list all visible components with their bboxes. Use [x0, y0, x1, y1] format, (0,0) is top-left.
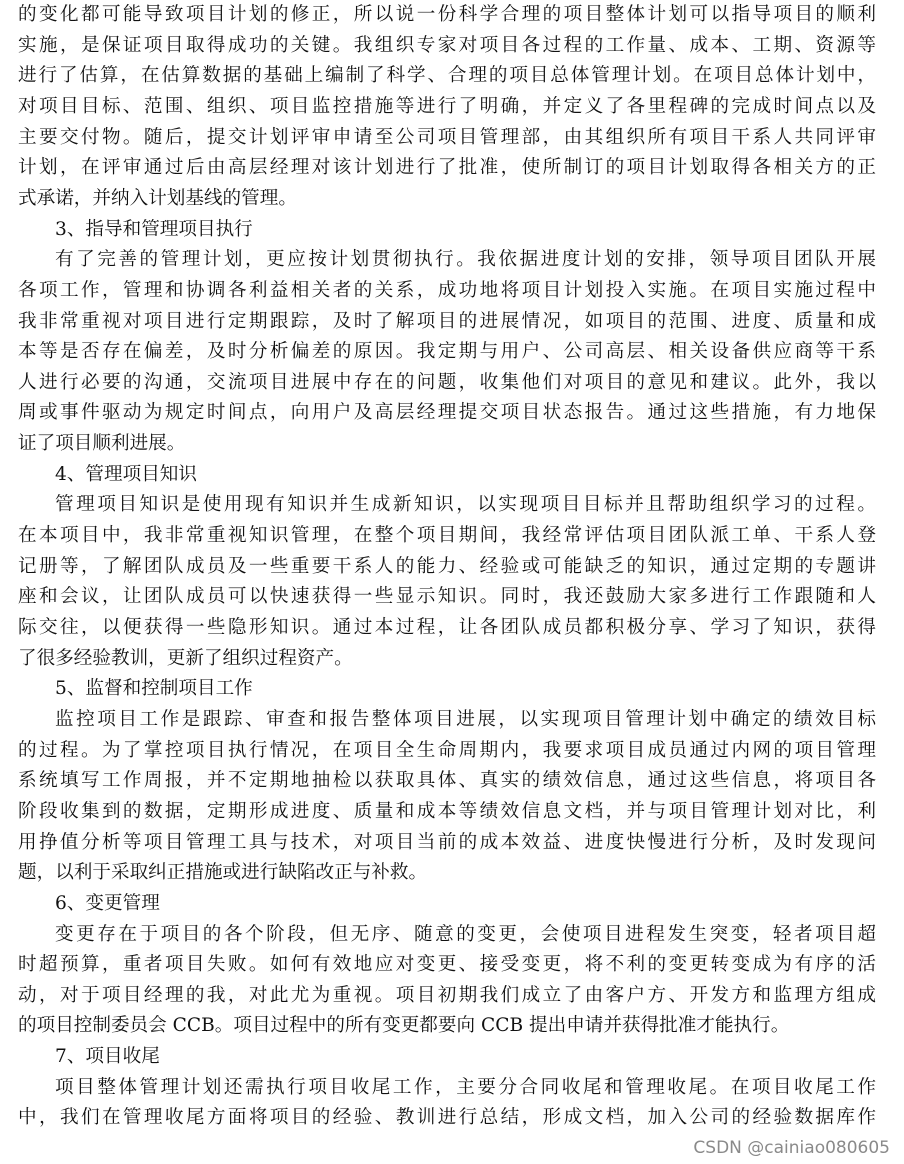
paragraph-line: 阶段收集到的数据，定期形成进度、质量和成本等绩效信息文档，并与项目管理计划对比，利: [18, 800, 876, 822]
paragraph-line: 题，以利于采取纠正措施或进行缺陷改正与补救。: [18, 862, 428, 884]
section-heading: 3、指导和管理项目执行: [55, 218, 253, 240]
continued-paragraph-line: 计划，在评审通过后由高层经理对该计划进行了批准，使所制订的项目计划取得各相关方的正: [18, 157, 876, 179]
continued-paragraph-line: 主要交付物。随后，提交计划评审申请至公司项目管理部，由其组织所有项目干系人共同评审: [18, 126, 876, 148]
paragraph-line: 人进行必要的沟通，交流项目进展中存在的问题，收集他们对项目的意见和建议。此外，我以: [18, 371, 876, 393]
section-heading: 7、项目收尾: [55, 1046, 160, 1068]
continued-paragraph-line: 对项目目标、范围、组织、项目监控措施等进行了明确，并定义了各里程碑的完成时间点以及: [18, 95, 876, 117]
paragraph-line: 用挣值分析等项目管理工具与技术，对项目当前的成本效益、进度快慢进行分析，及时发现问: [18, 831, 876, 853]
paragraph-line: 变更存在于项目的各个阶段，但无序、随意的变更，会使项目进程发生突变，轻者项目超: [55, 923, 876, 945]
continued-paragraph-line: 的变化都可能导致项目计划的修正，所以说一份科学合理的项目整体计划可以指导项目的顺利: [18, 4, 876, 25]
paragraph-line: 动，对于项目经理的我，对此尤为重视。项目初期我们成立了由客户方、开发方和监理方组成: [18, 984, 876, 1006]
paragraph-line: 监控项目工作是跟踪、审查和报告整体项目进展，以实现项目管理计划中确定的绩效目标: [55, 708, 876, 730]
continued-paragraph-line: 实施，是保证项目取得成功的关键。我组织专家对项目各过程的工作量、成本、工期、资源等: [18, 34, 876, 56]
section-heading: 5、监督和控制项目工作: [55, 678, 253, 700]
paragraph-line: 在本项目中，我非常重视知识管理，在整个项目期间，我经常评估项目团队派工单、干系人登: [18, 525, 876, 547]
paragraph-line: 系统填写工作周报，并不定期地抽检以获取具体、真实的绩效信息，通过这些信息，将项目各: [18, 770, 876, 792]
paragraph-line: 际交往，以便获得一些隐形知识。通过本过程，让各团队成员都积极分享、学习了知识，获得: [18, 617, 876, 638]
paragraph-line: 证了项目顺利进展。: [18, 433, 186, 455]
csdn-watermark: CSDN @cainiao080605: [693, 1138, 890, 1158]
paragraph-line: 项目整体管理计划还需执行项目收尾工作，主要分合同收尾和管理收尾。在项目收尾工作: [55, 1076, 876, 1098]
paragraph-line: 时超预算，重者项目失败。如何有效地应对变更、接受变更，将不利的变更转变成为有序的活: [18, 954, 876, 976]
paragraph-line: 的项目控制委员会 CCB。项目过程中的所有变更都要向 CCB 提出申请并获得批准才能执行。: [18, 1015, 790, 1037]
continued-paragraph-line: 进行了估算，在估算数据的基础上编制了科学、合理的项目总体管理计划。在项目总体计划中，: [18, 65, 876, 87]
paragraph-line: 的过程。为了掌控项目执行情况，在项目全生命周期内，我要求项目成员通过内网的项目管理: [18, 739, 876, 761]
section-heading: 6、变更管理: [55, 892, 160, 914]
paragraph-line: 中，我们在管理收尾方面将项目的经验、教训进行总结，形成文档，加入公司的经验数据库作: [18, 1107, 876, 1129]
paragraph-line: 本等是否存在偏差，及时分析偏差的原因。我定期与用户、公司高层、相关设备供应商等干系: [18, 341, 876, 363]
paragraph-line: 各项工作，管理和协调各利益相关者的关系，成功地将项目计划投入实施。在项目实施过程中: [18, 279, 876, 301]
paragraph-line: 周或事件驱动为规定时间点，向用户及高层经理提交项目状态报告。通过这些措施，有力地保: [18, 402, 876, 424]
section-heading: 4、管理项目知识: [55, 463, 197, 485]
paragraph-line: 我非常重视对项目进行定期跟踪，及时了解项目的进展情况，如项目的范围、进度、质量和成: [18, 310, 876, 332]
paragraph-line: 了很多经验教训，更新了组织过程资产。: [18, 647, 353, 669]
continued-paragraph-line: 式承诺，并纳入计划基线的管理。: [18, 187, 297, 209]
paragraph-line: 记册等，了解团队成员及一些重要干系人的能力、经验或可能缺乏的知识，通过定期的专题讲: [18, 555, 876, 577]
paragraph-line: 有了完善的管理计划，更应按计划贯彻执行。我依据进度计划的安排，领导项目团队开展: [55, 249, 876, 271]
paragraph-line: 管理项目知识是使用现有知识并生成新知识，以实现项目目标并且帮助组织学习的过程。: [55, 494, 876, 516]
paragraph-line: 座和会议，让团队成员可以快速获得一些显示知识。同时，我还鼓励大家多进行工作跟随和人: [18, 586, 876, 608]
